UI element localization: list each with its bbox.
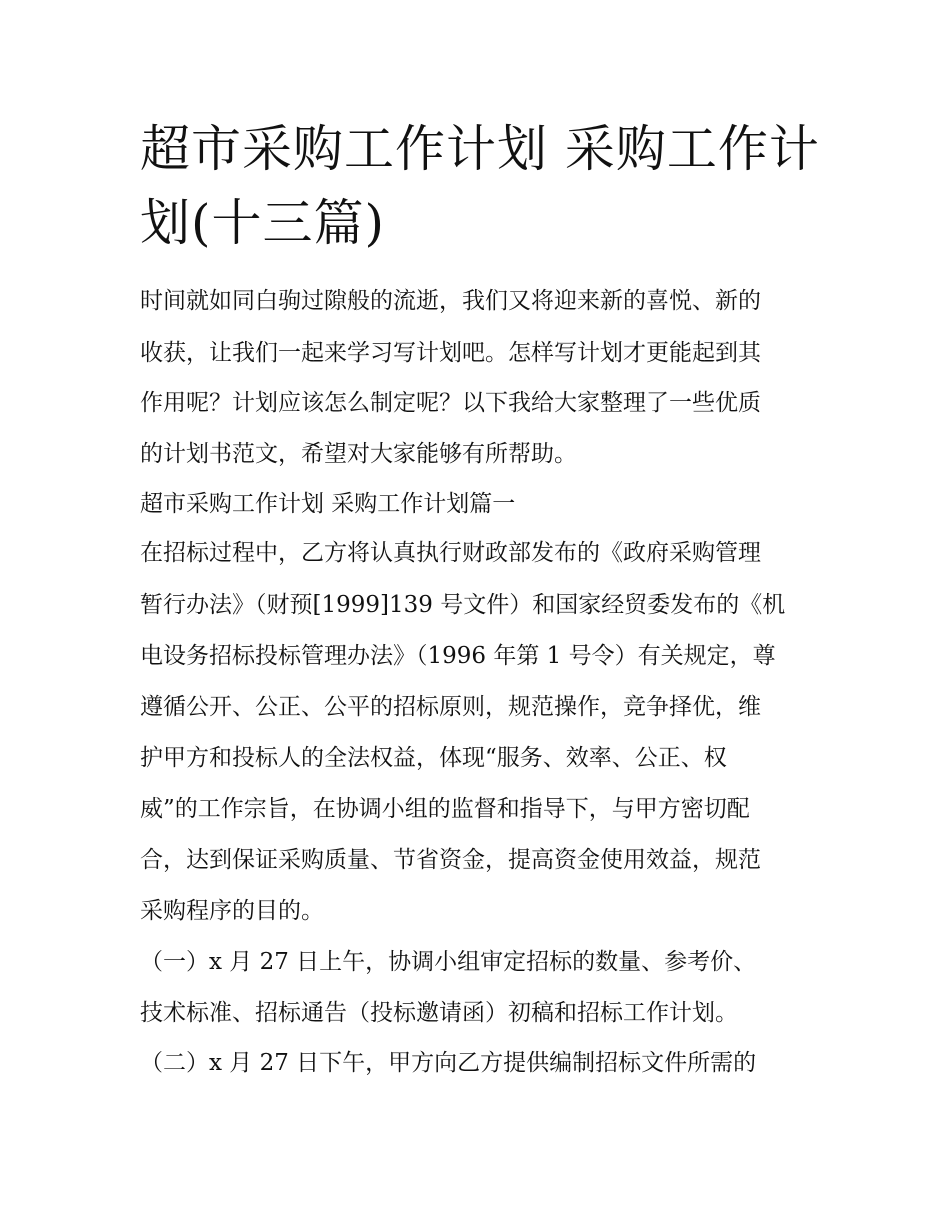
paragraph-line: 电设务招标投标管理办法》（1996 年第 1 号令）有关规定，尊 — [140, 643, 776, 669]
paragraph-line: 时间就如同白驹过隙般的流逝，我们又将迎来新的喜悦、新的 — [140, 288, 761, 314]
section-heading: 超市采购工作计划 采购工作计划篇一 — [140, 491, 516, 517]
list-item-line: （一）x 月 27 日上午，协调小组审定招标的数量、参考价、 — [140, 949, 757, 975]
paragraph-line: 在招标过程中，乙方将认真执行财政部发布的《政府采购管理 — [140, 540, 761, 566]
paragraph-line: 护甲方和投标人的全法权益，体现“服务、效率、公正、权 — [140, 745, 727, 771]
paragraph-line: 采购程序的目的。 — [140, 898, 324, 924]
paragraph-line: 遵循公开、公正、公平的招标原则，规范操作，竞争择优，维 — [140, 694, 761, 720]
paragraph-line: 作用呢？计划应该怎么制定呢？以下我给大家整理了一些优质 — [140, 390, 761, 416]
paragraph-line: 威”的工作宗旨，在协调小组的监督和指导下，与甲方密切配 — [140, 796, 750, 822]
list-item-line: （二）x 月 27 日下午，甲方向乙方提供编制招标文件所需的 — [140, 1050, 757, 1076]
paragraph-line: 收获，让我们一起来学习写计划吧。怎样写计划才更能起到其 — [140, 340, 761, 366]
paragraph-line: 暂行办法》（财预[1999]139 号文件）和国家经贸委发布的《机 — [140, 592, 786, 618]
paragraph-line: 的计划书范文，希望对大家能够有所帮助。 — [140, 441, 577, 467]
paragraph-line: 合，达到保证采购质量、节省资金，提高资金使用效益，规范 — [140, 847, 761, 873]
list-item-line: 技术标准、招标通告（投标邀请函）初稿和招标工作计划。 — [140, 1000, 738, 1026]
document-title: 超市采购工作计划 采购工作计划(十三篇) — [140, 120, 820, 252]
